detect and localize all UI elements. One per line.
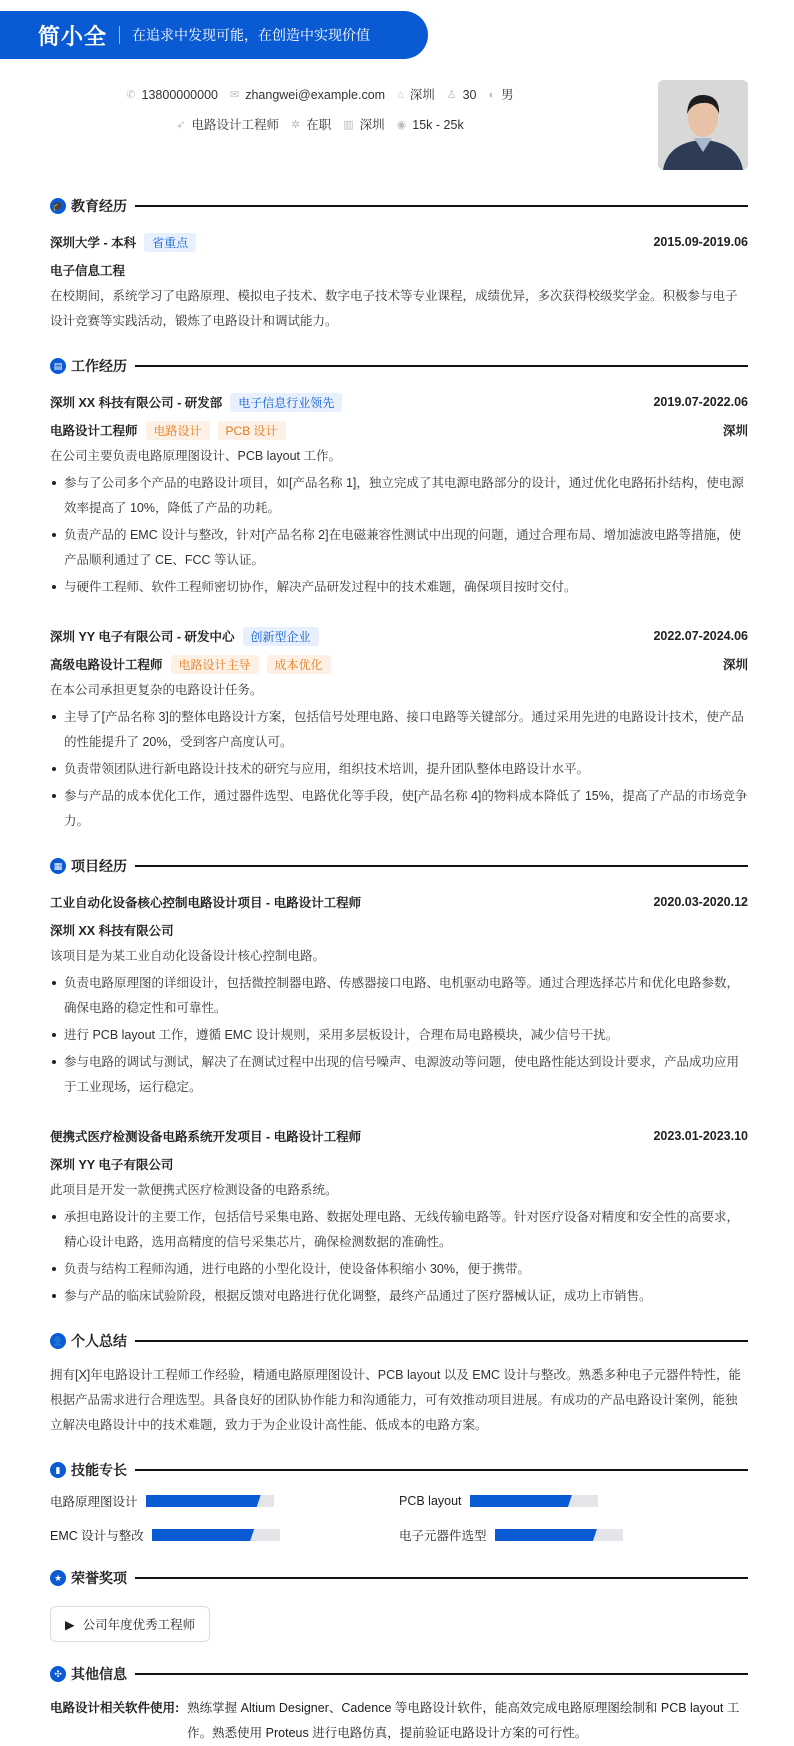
award-item bbox=[50, 1606, 210, 1642]
bullet-list bbox=[50, 471, 748, 600]
salary-icon: ◉ bbox=[396, 119, 407, 131]
skill-name: EMC 设计与整改 bbox=[50, 1529, 144, 1543]
section-title-awards: 荣誉奖项 bbox=[71, 1570, 127, 1586]
list-item: 主导了[产品名称 3]的整体电路设计方案，包括信号处理电路、接口电路等关键部分。通过采用先进的电路设计技术，使产品的性能提升了 20%，受到客户高度认可。 bbox=[50, 705, 748, 755]
skill-name: 电子元器件选型 bbox=[399, 1529, 487, 1543]
role-left bbox=[50, 421, 286, 440]
work-date: 2019.07-2022.06 bbox=[653, 395, 748, 409]
skill-name: PCB layout bbox=[399, 1494, 462, 1508]
target-city: 深圳 bbox=[359, 118, 385, 132]
project-company: 深圳 YY 电子有限公司 bbox=[50, 1158, 174, 1172]
skill-bar bbox=[470, 1495, 598, 1507]
job: 电路设计工程师 bbox=[191, 118, 280, 132]
list-item: 与硬件工程师、软件工程师密切协作，解决产品研发过程中的技术难题，确保项目按时交付。 bbox=[50, 575, 748, 600]
section-divider bbox=[135, 1577, 748, 1579]
work-intro: 在本公司承担更复杂的电路设计任务。 bbox=[50, 683, 263, 697]
section-title-education: 教育经历 bbox=[71, 198, 127, 214]
project-company-row bbox=[50, 1150, 748, 1178]
header-band bbox=[0, 11, 428, 59]
work-city: 深圳 bbox=[722, 424, 748, 438]
project-company-row bbox=[50, 916, 748, 944]
bullet-list bbox=[50, 1205, 748, 1309]
phone-icon: ✆ bbox=[126, 89, 136, 101]
project-title: 工业自动化设备核心控制电路设计项目 - 电路设计工程师 bbox=[50, 896, 362, 910]
project-header bbox=[50, 1122, 748, 1150]
skill-bar-fill bbox=[152, 1529, 254, 1541]
work-city: 深圳 bbox=[722, 658, 748, 672]
skill-bar-fill bbox=[470, 1495, 572, 1507]
skill-bar-fill bbox=[495, 1529, 597, 1541]
skill-item bbox=[50, 1492, 399, 1510]
project-header bbox=[50, 888, 748, 916]
city: 深圳 bbox=[409, 88, 435, 102]
status-icon: ✲ bbox=[291, 119, 301, 131]
section-title-projects: 项目经历 bbox=[71, 858, 127, 874]
project-list bbox=[50, 888, 748, 1309]
education-entry bbox=[50, 228, 748, 334]
salary: 15k - 25k bbox=[412, 118, 464, 132]
skill-name: 电路原理图设计 bbox=[50, 1495, 138, 1509]
play-icon: ▶ bbox=[65, 1617, 75, 1632]
role-row bbox=[50, 416, 748, 444]
work-list bbox=[50, 388, 748, 834]
role: 电路设计工程师 bbox=[50, 424, 138, 438]
section-title-summary: 个人总结 bbox=[71, 1333, 127, 1349]
company-tag: 创新型企业 bbox=[243, 627, 319, 646]
list-item: 进行 PCB layout 工作，遵循 EMC 设计规则，采用多层板设计，合理布局电路模块，减少信号干扰。 bbox=[50, 1023, 748, 1048]
info-icon: ✣ bbox=[50, 1666, 66, 1682]
work-entry bbox=[50, 388, 748, 600]
work-date: 2022.07-2024.06 bbox=[653, 629, 748, 643]
skill-bar bbox=[152, 1529, 280, 1541]
skills-grid bbox=[50, 1492, 748, 1544]
list-item: 承担电路设计的主要工作，包括信号采集电路、数据处理电路、无线传输电路等。针对医疗设备对精度和安全性的高要求，精心设计电路，选用高精度的信号采集芯片，确保检测数据的准确性。 bbox=[50, 1205, 748, 1255]
grid-icon: ▦ bbox=[50, 858, 66, 874]
project-date: 2023.01-2023.10 bbox=[653, 1129, 748, 1143]
list-item: 参与了公司多个产品的电路设计项目，如[产品名称 1]，独立完成了其电源电路部分的设计，通过优化电路拓扑结构，使电源效率提高了 10%，降低了产品的功耗。 bbox=[50, 471, 748, 521]
building-icon: ▥ bbox=[343, 119, 354, 131]
bar-chart-icon: ▮ bbox=[50, 1462, 66, 1478]
skill-bar bbox=[495, 1529, 623, 1541]
project-date: 2020.03-2020.12 bbox=[653, 895, 748, 909]
role-left bbox=[50, 655, 331, 674]
company: 深圳 XX 科技有限公司 - 研发部 bbox=[50, 396, 223, 410]
section-divider bbox=[135, 205, 748, 207]
education-date: 2015.09-2019.06 bbox=[653, 235, 748, 249]
bullet-list bbox=[50, 971, 748, 1100]
section-divider bbox=[135, 1673, 748, 1675]
school-tag: 省重点 bbox=[144, 233, 196, 252]
project-company: 深圳 XX 科技有限公司 bbox=[50, 924, 174, 938]
work-left bbox=[50, 627, 319, 646]
project-intro: 此项目是开发一款便携式医疗检测设备的电路系统。 bbox=[50, 1183, 338, 1197]
briefcase-icon: ▤ bbox=[50, 358, 66, 374]
section-divider bbox=[135, 1340, 748, 1342]
section-title-work: 工作经历 bbox=[71, 358, 127, 374]
section-divider bbox=[135, 1469, 748, 1471]
age-icon: ♙ bbox=[446, 89, 457, 101]
role: 高级电路设计工程师 bbox=[50, 658, 163, 672]
name: 简小全 bbox=[38, 23, 108, 49]
work-intro: 在公司主要负责电路原理图设计、PCB layout 工作。 bbox=[50, 449, 342, 463]
other-info bbox=[50, 1696, 748, 1746]
role-tag: 成本优化 bbox=[267, 655, 331, 674]
major: 电子信息工程 bbox=[50, 264, 126, 278]
list-item: 负责产品的 EMC 设计与整改，针对[产品名称 2]在电磁兼容性测试中出现的问题，通过合理布局、增加滤波电路等措施，使产品顺利通过了 CE、FCC 等认证。 bbox=[50, 523, 748, 573]
project-entry bbox=[50, 888, 748, 1100]
avatar bbox=[658, 80, 748, 170]
role-row bbox=[50, 650, 748, 678]
list-item: 负责电路原理图的详细设计，包括微控制器电路、传感器接口电路、电机驱动电路等。通过合理选择芯片和优化电路参数，确保电路的稳定性和可靠性。 bbox=[50, 971, 748, 1021]
award-label: 公司年度优秀工程师 bbox=[82, 1618, 196, 1632]
list-item: 参与电路的调试与测试，解决了在测试过程中出现的信号噪声、电源波动等问题，使电路性能达到设计要求，产品成功应用于工业现场，运行稳定。 bbox=[50, 1050, 748, 1100]
education-desc: 在校期间，系统学习了电路原理、模拟电子技术、数字电子技术等专业课程，成绩优异，多次获得校级奖学金。积极参与电子设计竞赛等实践活动，锻炼了电路设计和调试能力。 bbox=[50, 289, 738, 328]
user-icon: 👤 bbox=[50, 1333, 66, 1349]
award-icon: ★ bbox=[50, 1570, 66, 1586]
section-title-other: 其他信息 bbox=[71, 1666, 127, 1682]
age: 30 bbox=[462, 88, 477, 102]
motto: 在追求中发现可能，在创造中实现价值 bbox=[132, 27, 371, 43]
project-intro: 该项目是为某工业自动化设备设计核心控制电路。 bbox=[50, 949, 326, 963]
section-title-skills: 技能专长 bbox=[71, 1462, 127, 1478]
project-title: 便携式医疗检测设备电路系统开发项目 - 电路设计工程师 bbox=[50, 1130, 362, 1144]
list-item: 负责带领团队进行新电路设计技术的研究与应用，组织技术培训，提升团队整体电路设计水平。 bbox=[50, 757, 748, 782]
summary-text: 拥有[X]年电路设计工程师工作经验，精通电路原理图设计、PCB layout 以及 EMC 设计与整改。熟悉多种电子元器件特性，能根据产品需求进行合理选型。具备良好的团队协作能力和沟通能力，可有效推动项目进展。有成功的产品电路设计案例，能独立解决电路设计中的技术难题，致力于为企业设计高性能、低成本的电路方案。 bbox=[50, 1368, 742, 1432]
section-divider bbox=[135, 365, 748, 367]
work-header bbox=[50, 622, 748, 650]
graduation-cap-icon: 🎓 bbox=[50, 198, 66, 214]
work-entry bbox=[50, 622, 748, 834]
role-tag: 电路设计主导 bbox=[171, 655, 259, 674]
company-tag: 电子信息行业领先 bbox=[230, 393, 342, 412]
skill-item bbox=[399, 1492, 748, 1510]
list-item: 负责与结构工程师沟通，进行电路的小型化设计，使设备体积缩小 30%，便于携带。 bbox=[50, 1257, 748, 1282]
role-tag: PCB 设计 bbox=[218, 421, 286, 440]
bullet-list bbox=[50, 705, 748, 834]
other-label: 电路设计相关软件使用: bbox=[50, 1701, 180, 1715]
skill-bar-fill bbox=[146, 1495, 261, 1507]
project-entry bbox=[50, 1122, 748, 1309]
other-text: 熟练掌握 Altium Designer、Cadence 等电路设计软件，能高效完成电路原理图绘制和 PCB layout 工作。熟悉使用 Proteus 进行电路仿真，提前验证电路设计方案的可行性。 bbox=[187, 1701, 740, 1740]
company: 深圳 YY 电子有限公司 - 研发中心 bbox=[50, 630, 235, 644]
email-icon: ✉ bbox=[230, 89, 240, 101]
section-divider bbox=[135, 865, 748, 867]
skill-item bbox=[399, 1526, 748, 1544]
gender: 男 bbox=[501, 88, 514, 102]
phone: 13800000000 bbox=[141, 88, 218, 102]
work-header bbox=[50, 388, 748, 416]
gender-icon: ◐ bbox=[488, 89, 496, 101]
home-icon: ⌂ bbox=[397, 89, 404, 101]
list-item: 参与产品的成本优化工作，通过器件选型、电路优化等手段，使[产品名称 4]的物料成本降低了 15%，提高了产品的市场竞争力。 bbox=[50, 784, 748, 834]
send-icon: ➶ bbox=[176, 119, 186, 131]
email: zhangwei@example.com bbox=[245, 88, 386, 102]
school: 深圳大学 - 本科 bbox=[50, 236, 137, 250]
skill-bar bbox=[146, 1495, 274, 1507]
role-tag: 电路设计 bbox=[146, 421, 210, 440]
list-item: 参与产品的临床试验阶段，根据反馈对电路进行优化调整，最终产品通过了医疗器械认证，成功上市销售。 bbox=[50, 1284, 748, 1309]
skill-item bbox=[50, 1526, 399, 1544]
divider bbox=[119, 26, 120, 44]
work-left bbox=[50, 393, 342, 412]
status: 在职 bbox=[306, 118, 332, 132]
contact-info bbox=[0, 80, 640, 140]
